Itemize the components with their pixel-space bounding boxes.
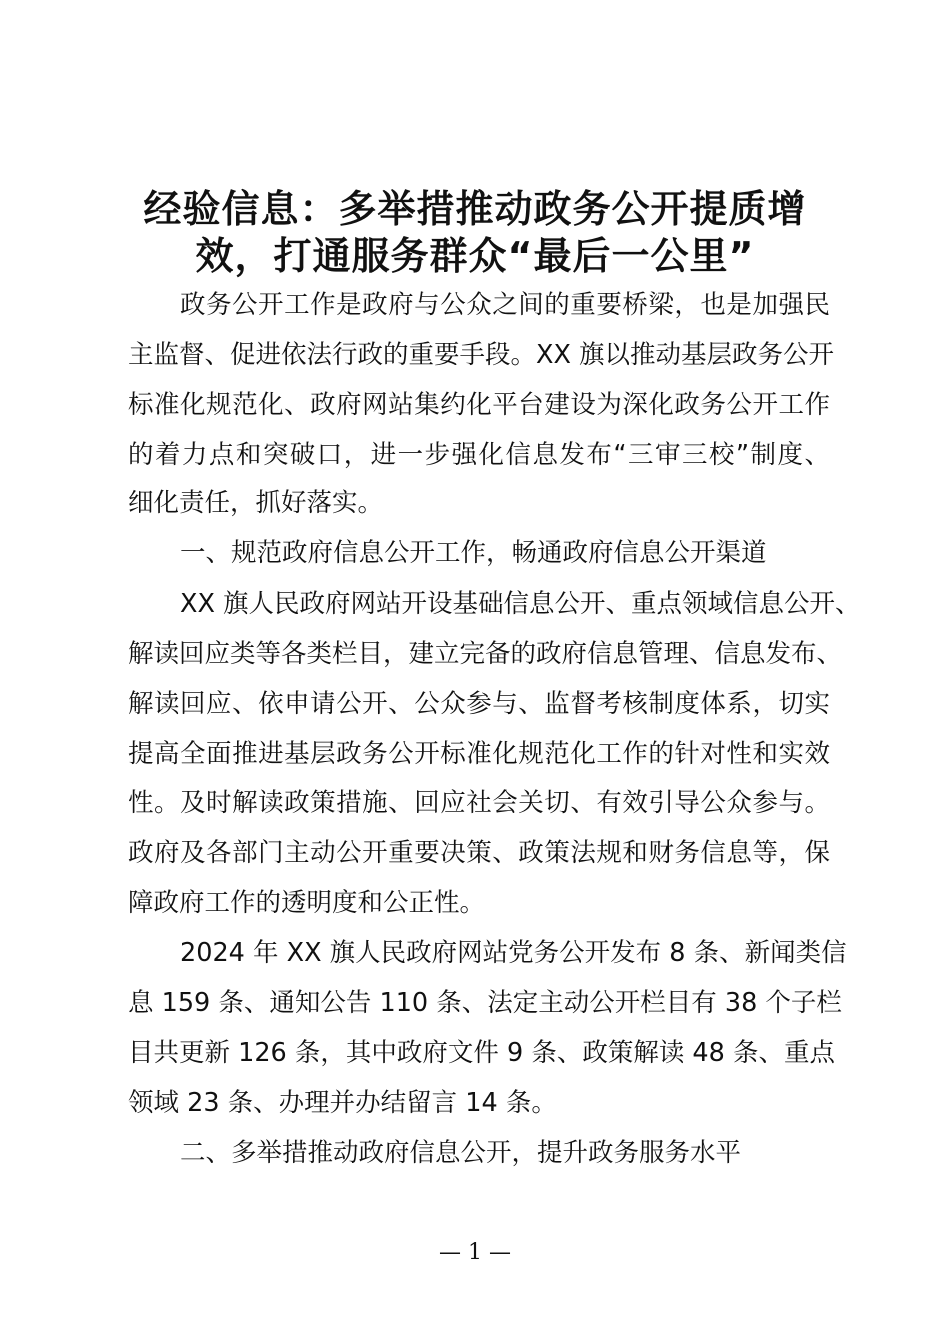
paragraph-line: 细化责任，抓好落实。 xyxy=(128,488,384,518)
paragraph-line: 性。及时解读政策措施、回应社会关切、有效引导公众参与。 xyxy=(128,788,830,818)
section-heading: 一、规范政府信息公开工作，畅通政府信息公开渠道 xyxy=(180,538,767,568)
paragraph-line: 主监督、促进依法行政的重要手段。XX 旗以推动基层政务公开 xyxy=(128,340,835,370)
document-title-line-1: 经验信息：多举措推动政务公开提质增 xyxy=(143,187,807,231)
paragraph-line: 提高全面推进基层政务公开标准化规范化工作的针对性和实效 xyxy=(128,739,830,769)
paragraph-line: 解读回应、依申请公开、公众参与、监督考核制度体系，切实 xyxy=(128,689,830,719)
paragraph-line: 政务公开工作是政府与公众之间的重要桥梁，也是加强民 xyxy=(180,290,830,320)
paragraph-line: XX 旗人民政府网站开设基础信息公开、重点领域信息公开、 xyxy=(180,589,861,619)
paragraph-line: 的着力点和突破口，进一步强化信息发布“三审三校”制度、 xyxy=(128,440,830,470)
paragraph-line: 障政府工作的透明度和公正性。 xyxy=(128,888,486,918)
paragraph-line: 2024 年 XX 旗人民政府网站党务公开发布 8 条、新闻类信 xyxy=(180,938,847,968)
paragraph-line: 政府及各部门主动公开重要决策、政策法规和财务信息等，保 xyxy=(128,838,830,868)
document-title-line-2: 效，打通服务群众“最后一公里” xyxy=(195,234,755,278)
paragraph-line: 息 159 条、通知公告 110 条、法定主动公开栏目有 38 个子栏 xyxy=(128,988,842,1018)
paragraph-line: 标准化规范化、政府网站集约化平台建设为深化政务公开工作 xyxy=(128,390,830,420)
paragraph-line: 目共更新 126 条，其中政府文件 9 条、政策解读 48 条、重点 xyxy=(128,1038,835,1068)
page-number: — 1 — xyxy=(439,1240,511,1265)
section-heading: 二、多举措推动政府信息公开，提升政务服务水平 xyxy=(180,1138,742,1168)
paragraph-line: 领域 23 条、办理并办结留言 14 条。 xyxy=(128,1088,557,1118)
paragraph-line: 解读回应类等各类栏目，建立完备的政府信息管理、信息发布、 xyxy=(128,639,843,669)
